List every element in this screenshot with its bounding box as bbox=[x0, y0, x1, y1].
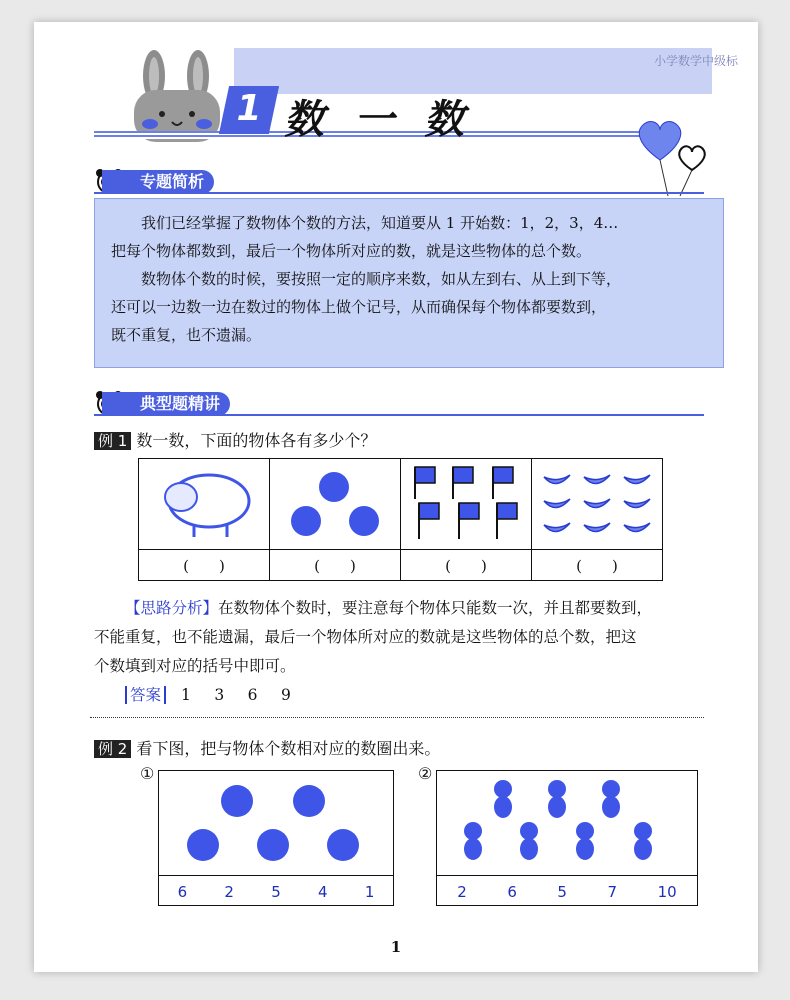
choice-number[interactable]: 5 bbox=[271, 883, 281, 901]
choice-number[interactable]: 2 bbox=[457, 883, 467, 901]
part1-choices bbox=[159, 875, 393, 908]
example2-question bbox=[94, 736, 440, 759]
choice-number[interactable]: 10 bbox=[657, 883, 677, 901]
textbook-page bbox=[34, 22, 758, 972]
part2-label: ② bbox=[418, 764, 433, 783]
examples-section-header: 典型题精讲 bbox=[102, 392, 230, 416]
page-number: 1 bbox=[390, 938, 402, 956]
answer-blank[interactable]: ( ) bbox=[532, 550, 663, 581]
part1-label: ① bbox=[140, 764, 155, 783]
choice-number[interactable]: 2 bbox=[224, 883, 234, 901]
example1-table bbox=[138, 458, 663, 581]
answer-values: 1 3 6 9 bbox=[180, 686, 295, 704]
choice-number[interactable]: 7 bbox=[607, 883, 618, 901]
choice-number[interactable]: 6 bbox=[177, 883, 188, 901]
answer-blank[interactable]: ( ) bbox=[401, 550, 532, 581]
topic-intro-box bbox=[94, 198, 724, 368]
flag-group-icon bbox=[401, 459, 531, 545]
chapter-title: 数一数 bbox=[284, 97, 494, 143]
choice-number[interactable]: 1 bbox=[364, 883, 375, 901]
answer-label: 答案 bbox=[125, 686, 166, 704]
analysis-label: 【思路分析】 bbox=[125, 599, 219, 617]
hearts-balloon-icon bbox=[630, 118, 720, 198]
series-label: 小学数学中级标 bbox=[653, 54, 738, 68]
example1-question bbox=[94, 428, 376, 451]
apples-cell bbox=[270, 459, 401, 550]
example2-text: 看下图，把与物体个数相对应的数圈出来。 bbox=[136, 739, 441, 758]
analysis-line: 个数填到对应的括号中即可。 bbox=[94, 657, 296, 675]
example1-analysis bbox=[94, 594, 714, 710]
intro-paragraph: 把每个物体都数到，最后一个物体所对应的数，就是这些物体的总个数。 bbox=[111, 242, 592, 260]
bananas-cell bbox=[532, 459, 663, 550]
dotted-separator bbox=[90, 717, 704, 718]
choice-number[interactable]: 5 bbox=[557, 883, 567, 901]
sheep-cell bbox=[139, 459, 270, 550]
example2-part2-box bbox=[436, 770, 698, 906]
monkey-group-icon bbox=[437, 771, 697, 871]
example2-tag: 例 2 bbox=[94, 740, 131, 758]
apple-group-icon bbox=[159, 771, 393, 871]
analysis-line: 不能重复，也不能遗漏，最后一个物体所对应的数就是这些物体的总个数，把这 bbox=[94, 628, 637, 646]
chapter-number: 1 bbox=[236, 88, 262, 129]
topic-section-header: 专题简析 bbox=[102, 170, 214, 194]
apple-group-icon bbox=[270, 459, 400, 545]
intro-paragraph: 还可以一边数一边在数过的物体上做个记号，从而确保每个物体都要数到， bbox=[111, 298, 607, 316]
intro-paragraph: 数物体个数的时候，要按照一定的顺序来数，如从左到右、从上到下等， bbox=[141, 270, 622, 288]
analysis-line: 在数物体个数时，要注意每个物体只能数一次，并且都要数到， bbox=[218, 599, 653, 617]
example1-text: 数一数，下面的物体各有多少个？ bbox=[136, 431, 377, 450]
bunny-illustration bbox=[124, 50, 234, 142]
flags-cell bbox=[401, 459, 532, 550]
banana-group-icon bbox=[532, 459, 662, 545]
example1-tag: 例 1 bbox=[94, 432, 131, 450]
intro-paragraph: 既不重复，也不遗漏。 bbox=[111, 326, 262, 344]
answer-blank[interactable]: ( ) bbox=[270, 550, 401, 581]
choice-number[interactable]: 4 bbox=[318, 883, 328, 901]
intro-paragraph: 我们已经掌握了数物体个数的方法，知道要从 1 开始数：1，2，3，4… bbox=[141, 214, 619, 232]
choice-number[interactable]: 6 bbox=[507, 883, 517, 901]
example2-part1-box bbox=[158, 770, 394, 906]
section-divider bbox=[94, 414, 704, 416]
part2-choices bbox=[437, 875, 697, 908]
section-divider bbox=[94, 192, 704, 194]
sheep-icon bbox=[139, 459, 269, 545]
answer-blank[interactable]: ( ) bbox=[139, 550, 270, 581]
